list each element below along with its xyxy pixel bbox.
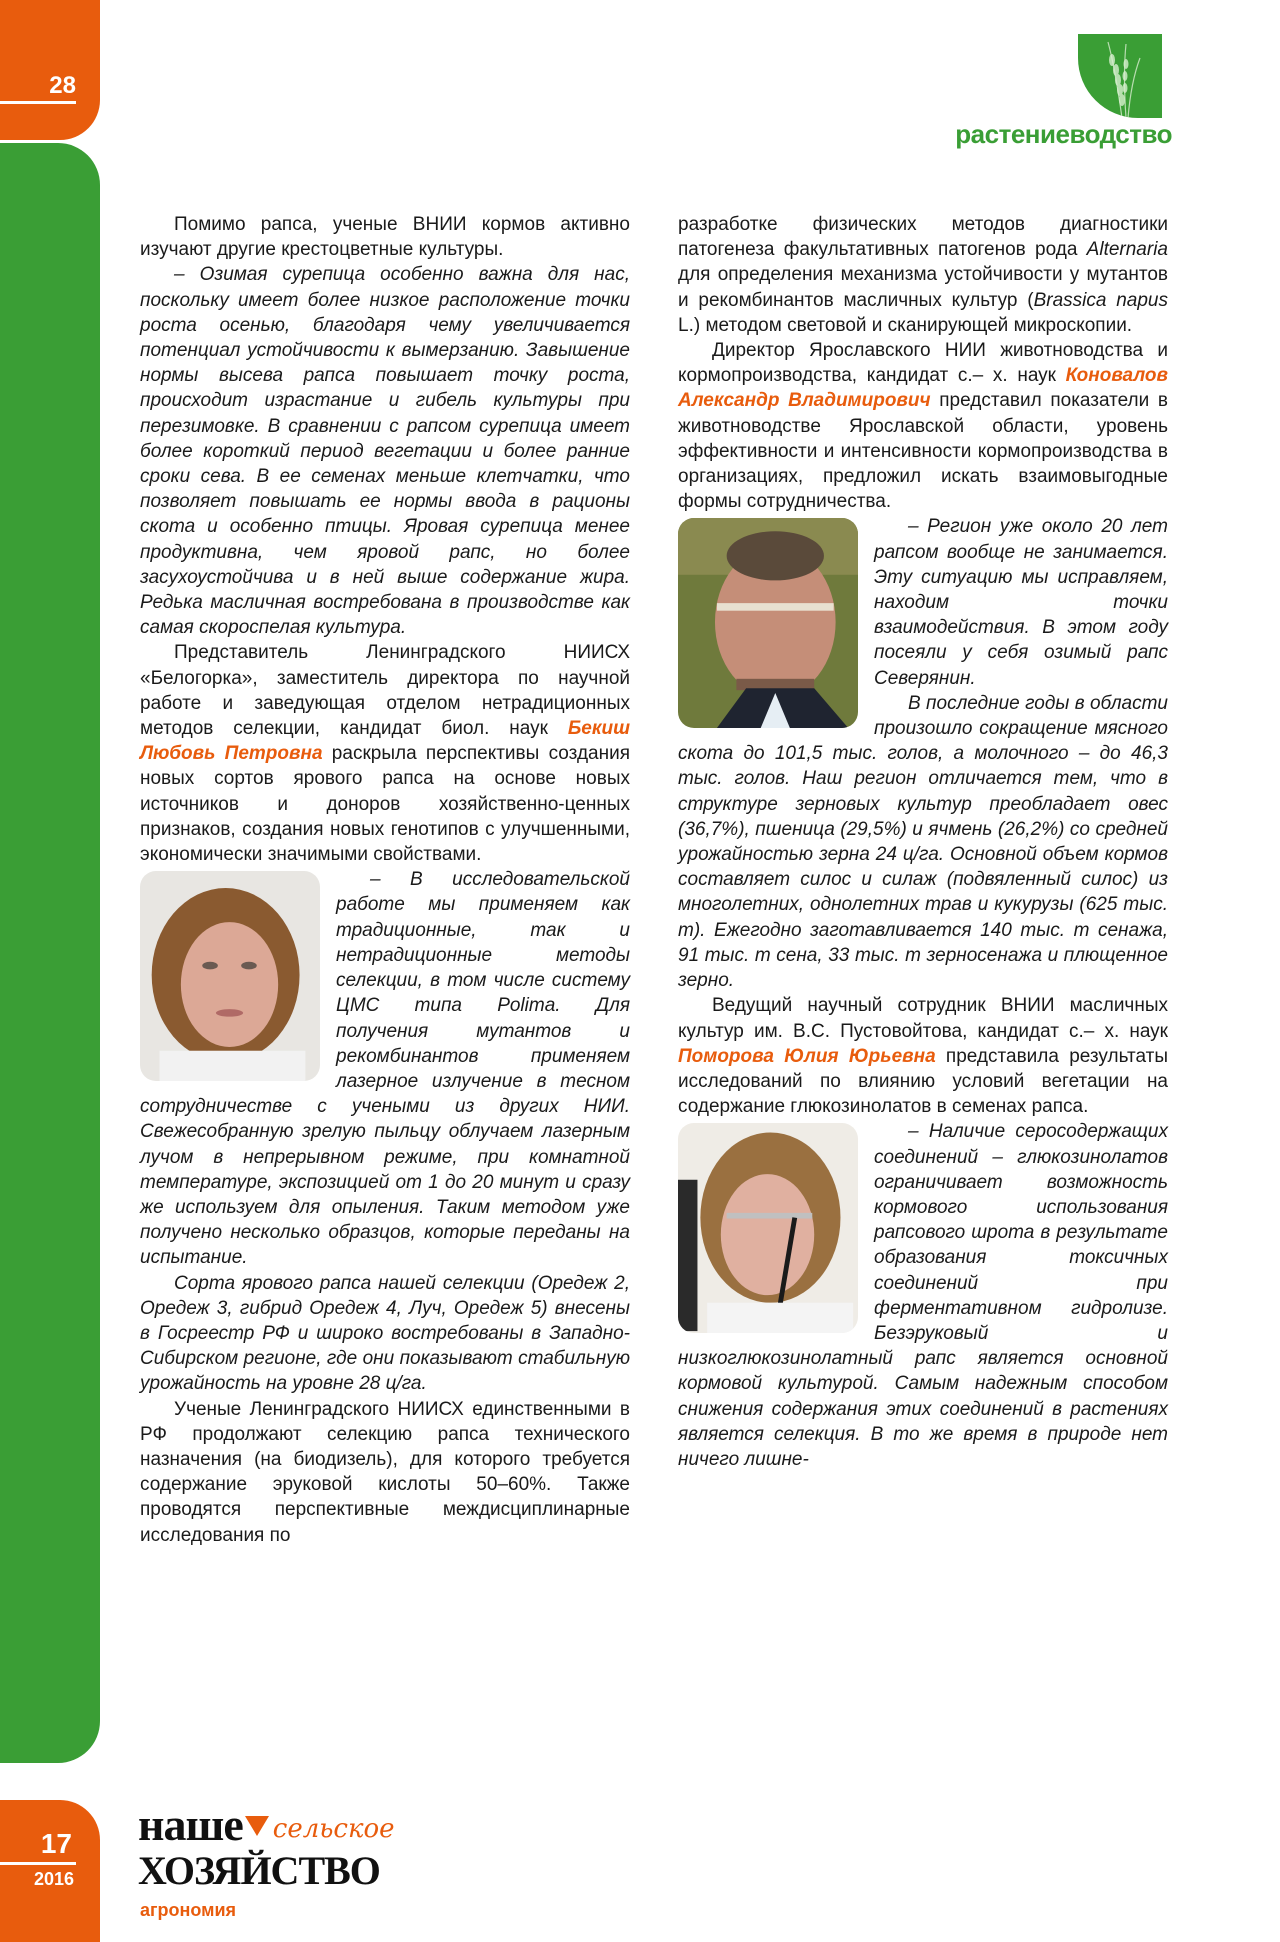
section-title: растениеводство bbox=[955, 119, 1172, 149]
paragraph: Директор Ярославского НИИ животноводства и кормопроизводства, кандидат с.– х. наук Коновалов Александр Владимирович представил показатели в животноводстве Ярославской области, уровень эффективности и интенсивности кормопроизводства в организациях, предложил искать взаимовыгодные формы сотрудничества. bbox=[678, 340, 1169, 513]
logo-line2: ХОЗЯЙСТВО bbox=[138, 1848, 380, 1893]
paragraph: Ведущий научный сотрудник ВНИИ масличных культур им. В.С. Пустовойтова, кандидат с.– х. наук Поморова Юлия Юрьевна представила результаты исследований по влиянию условий вегетации на содержание глюкозинолатов в семенах рапса. bbox=[678, 995, 1168, 1118]
issue-year: 2016 bbox=[33, 1869, 74, 1889]
paragraph: Помимо рапса, ученые ВНИИ кормов активно изучают другие крестоцветные культуры. bbox=[140, 214, 630, 261]
logo-script: сельское bbox=[272, 1814, 395, 1844]
latin-term: Brassica napus bbox=[1033, 289, 1168, 311]
quote-paragraph: Сорта ярового рапса нашей селекции (Оредеж 2, Оредеж 3, гибрид Оредеж 4, Луч, Оредеж 5) внесены в Госреестр РФ и широко востребованы в Западно-Сибирском регионе, где они показывают стабильную урожайность на уровне 28 ц/га. bbox=[140, 1272, 630, 1395]
issue-underline bbox=[0, 1862, 76, 1865]
paragraph: разработке физических методов диагностики патогенеза факультативных патогенов рода Alternaria для определения механизма устойчивости у мутантов и рекомбинантов масличных культур (Brassica napus L.) методом световой и сканирующей микроскопии. bbox=[678, 214, 1168, 336]
issue-number: 17 bbox=[40, 1828, 72, 1859]
person-name: Коновалов Александр Владимирович bbox=[678, 365, 1168, 412]
portrait-photo-pomorova bbox=[678, 1123, 858, 1333]
quote-paragraph: – Регион уже около 20 лет рапсом вообще не занимается. Эту ситуацию мы исправляем, находим точки взаимодействия. В этом году посеяли у себя озимый рапс Северянин. bbox=[874, 516, 1168, 689]
quote-paragraph: – В исследовательской работе мы применяем как традиционные, так и нетрадиционные методы селекции, в том числе систему ЦМС типа Polima. Для получения мутантов и рекомбинантов применяем лазерное излучение в тесном сотрудничестве с учеными из других НИИ. Свежесобранную зрелую пыльцу облучаем лазерным лучом в непрерывном режиме, при комнатной температуре, экспозицией от 1 до 20 минут и сразу же используем для опыления. Таким методом уже получено несколько образцов, которые переданы на испытание. bbox=[140, 869, 630, 1269]
quote-paragraph: – Наличие серосодержащих соединений – глюкозинолатов ограничивает возможность кормового использования рапсового шрота в результате образования токсичных соединений при ферментативном гидролизе. Безэруковый и низкоглюкозинолатный рапс является основной кормовой культурой. Самым надежным способом снижения содержания этих соединений в растениях является селекция. В то же время в природе нет ничего лишне- bbox=[678, 1121, 1168, 1470]
person-name: Поморова Юлия Юрьевна bbox=[678, 1045, 936, 1067]
sidebar-top-block bbox=[0, 0, 100, 140]
quote-paragraph: В последние годы в области произошло сокращение мясного скота до 101,5 тыс. голов, а молочного – до 46,3 тыс. голов. Наш регион отличается тем, что в структуре зерновых культур преобладает овес (36,7%), пшеница (29,5%) и ячмень (26,2%) со средней урожайностью зерна 24 ц/га. Основной объем кормов составляет силос и силаж (подвяленный силос) из многолетних, однолетних трав и кукурузы (625 тыс. т). Ежегодно заготавливается 140 тыс. т сенажа, 91 тыс. т сена, 33 тыс. т зерносенажа и плющенное зерно. bbox=[678, 692, 1168, 992]
paragraph: Представитель Ленинградского НИИСХ «Белогорка», заместитель директора по научной работе и заведующая отделом нетрадиционных методов селекции, кандидат биол. наук Бекиш Любовь Петровна раскрыла перспективы создания новых сортов ярового рапса на основе новых источников и доноров хозяйственно-ценных признаков, создания новых генотипов с улучшенными, экономически значимыми свойствами. bbox=[140, 642, 630, 866]
article-column-left bbox=[140, 212, 630, 1548]
page-number-underline bbox=[0, 101, 76, 104]
logo-triangle bbox=[245, 1816, 269, 1836]
magazine-logo bbox=[138, 1799, 498, 1936]
quote-paragraph: – Озимая сурепица особенно важна для нас, поскольку имеет более низкое расположение точки роста осенью, благодаря чему увеличивается потенциал устойчивости к вымерзанию. Завышение нормы высева рапса повышает точку роста, происходит израстание и гибель культуры при перезимовке. В сравнении с рапсом сурепица имеет более короткий период вегетации и более ранние сроки сева. В ее семенах меньше клетчатки, что позволяет повышать ее нормы ввода в рационы скота и особенно птицы. Яровая сурепица менее продуктивна, чем яровой рапс, но более засухоустойчива и в ней выше содержание жира. Редька масличная востребована в производстве как самая скороспелая культура. bbox=[140, 264, 630, 639]
portrait-photo-konovalov bbox=[678, 518, 858, 728]
latin-term: Alternaria bbox=[1086, 239, 1168, 261]
article-column-right bbox=[678, 212, 1168, 1472]
page-number: 28 bbox=[49, 72, 76, 99]
portrait-photo-bekish bbox=[140, 871, 320, 1081]
paragraph: Ученые Ленинградского НИИСХ единственными в РФ продолжают селекцию рапса технического назначения (на биодизель), для которого требуется содержание эруковой кислоты 50–60%. Также проводятся перспективные междисциплинарные исследования по bbox=[140, 1398, 630, 1546]
logo-subtitle: агрономия bbox=[140, 1900, 237, 1920]
sidebar-green-block bbox=[0, 143, 100, 1763]
logo-line1: наше bbox=[138, 1799, 243, 1850]
wheat-icon bbox=[1078, 34, 1162, 118]
person-name: Бекиш Любовь Петровна bbox=[140, 718, 630, 765]
